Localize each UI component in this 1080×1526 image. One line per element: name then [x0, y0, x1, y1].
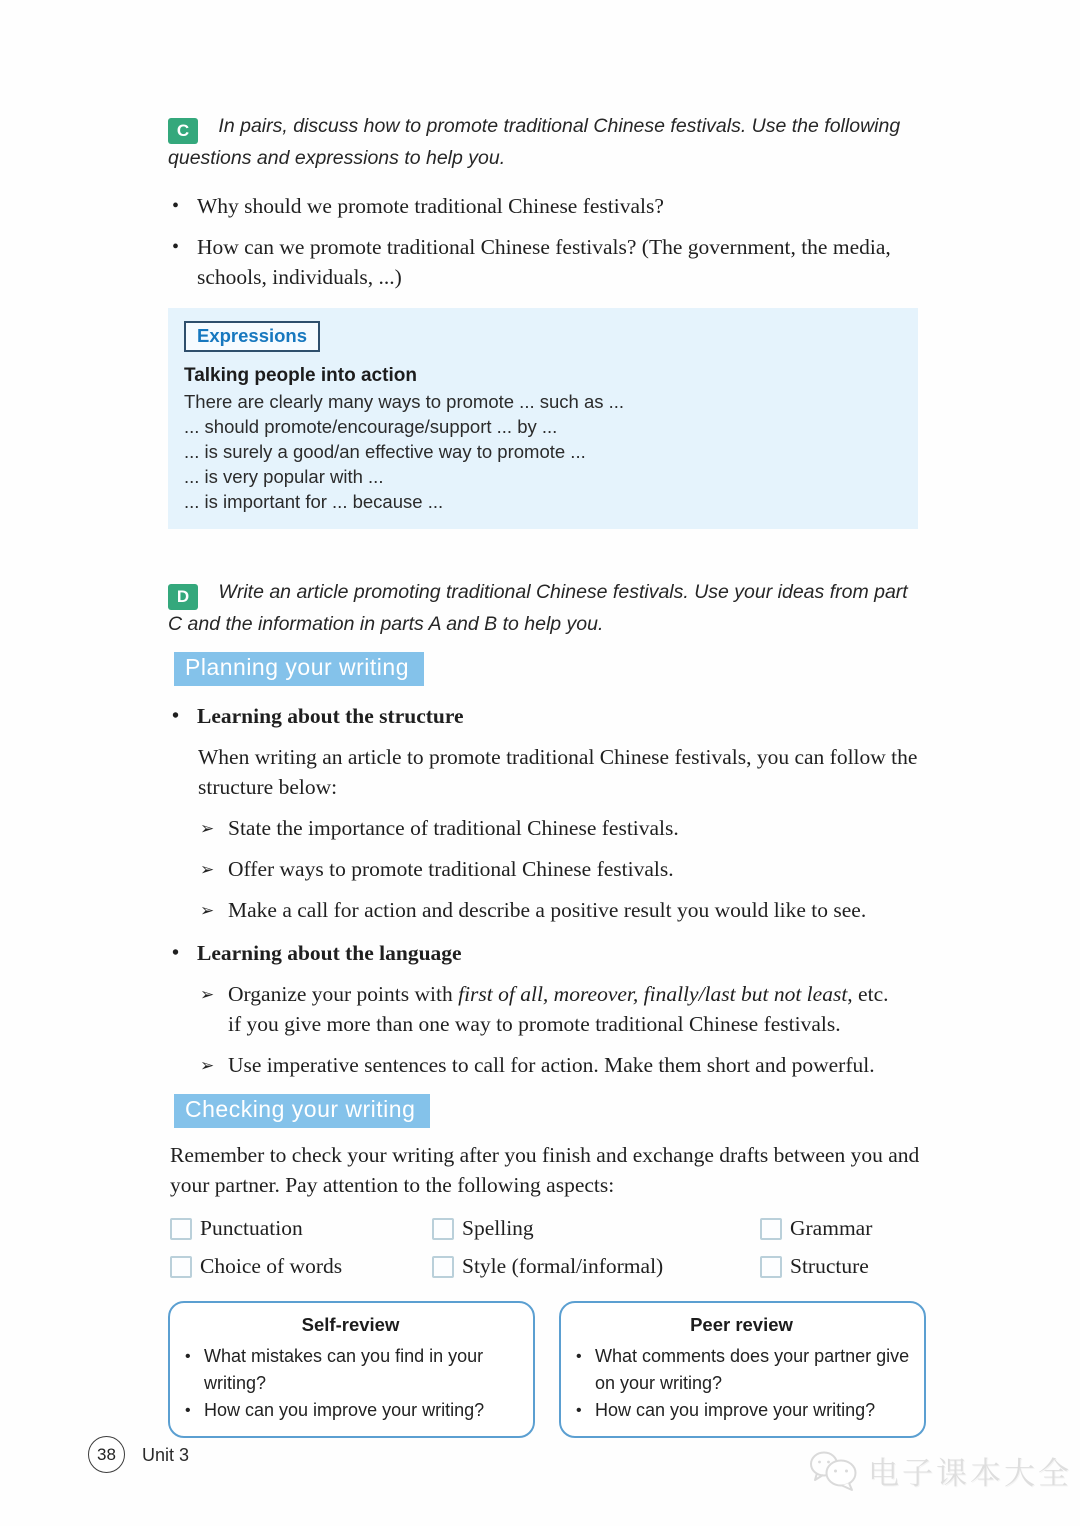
list-item	[168, 232, 926, 292]
arrow-icon: ➢	[200, 901, 215, 921]
checkbox[interactable]	[432, 1218, 454, 1240]
page-number: 38	[88, 1436, 125, 1473]
bullet-icon: •	[576, 1348, 582, 1365]
self-review-list	[182, 1343, 519, 1424]
expressions-heading: Talking people into action	[184, 365, 417, 386]
checkbox-label: Style (formal/informal)	[462, 1254, 664, 1278]
checklist-item-spelling	[432, 1216, 760, 1241]
bullet-icon: •	[172, 236, 180, 258]
watermark	[808, 1448, 1072, 1493]
checkbox[interactable]	[760, 1256, 782, 1278]
arrow-icon: ➢	[200, 1056, 215, 1076]
peer-review-title: Peer review	[690, 1314, 793, 1335]
structure-point-text: State the importance of traditional Chinese festivals.	[228, 816, 679, 840]
checklist-item-style	[432, 1254, 760, 1279]
self-review-box	[168, 1301, 535, 1438]
language-point	[200, 1050, 900, 1080]
section-c-badge: C	[168, 118, 198, 144]
checkbox[interactable]	[170, 1256, 192, 1278]
arrow-icon: ➢	[200, 860, 215, 880]
bullet-icon: •	[172, 942, 180, 964]
language-point-text: Use imperative sentences to call for action. Make them short and powerful.	[228, 1053, 875, 1077]
checkbox-label: Grammar	[790, 1216, 873, 1240]
checkbox[interactable]	[432, 1256, 454, 1278]
structure-intro: When writing an article to promote traditional Chinese festivals, you can follow the structure below:	[198, 745, 918, 799]
list-item	[573, 1343, 910, 1397]
structure-point-text: Make a call for action and describe a positive result you would like to see.	[228, 898, 867, 922]
checking-header-bar: Checking your writing	[174, 1094, 430, 1128]
checklist-grid	[170, 1216, 926, 1279]
question-text: How can we promote traditional Chinese festivals? (The government, the media, schools, individuals, ...)	[197, 235, 891, 289]
checklist-item-grammar	[760, 1216, 926, 1241]
checking-intro: Remember to check your writing after you finish and exchange drafts between you and your partner. Pay attention to the following aspects:	[170, 1143, 920, 1197]
section-d-instruction-block	[168, 578, 926, 639]
section-c-instruction: In pairs, discuss how to promote traditional Chinese festivals. Use the following questions and expressions to help you.	[168, 115, 901, 169]
expressions-box	[168, 308, 918, 529]
language-point-text: Organize your points with first of all, moreover, finally/last but not least, etc. if you give more than one way to promote traditional Chinese festivals.	[228, 982, 889, 1036]
unit-label: Unit 3	[142, 1445, 190, 1465]
peer-review-box	[559, 1301, 926, 1438]
bullet-icon: •	[576, 1402, 582, 1419]
bullet-icon: •	[185, 1348, 191, 1365]
language-point	[200, 979, 900, 1039]
expression-line: There are clearly many ways to promote ... such as ...	[184, 391, 625, 412]
review-question: What comments does your partner give on your writing?	[595, 1346, 910, 1393]
section-d-instruction: Write an article promoting traditional Chinese festivals. Use your ideas from part C and the information in parts A and B to help you.	[168, 581, 908, 635]
checkbox-label: Spelling	[462, 1216, 534, 1240]
structure-point	[200, 854, 900, 884]
section-d-badge: D	[168, 584, 198, 610]
list-item	[182, 1397, 519, 1424]
bullet-icon: •	[185, 1402, 191, 1419]
checkbox[interactable]	[170, 1218, 192, 1240]
checklist-item-choice-of-words	[170, 1254, 432, 1279]
checklist-item-punctuation	[170, 1216, 432, 1241]
peer-review-list	[573, 1343, 910, 1424]
list-item	[573, 1397, 910, 1424]
arrow-icon: ➢	[200, 819, 215, 839]
self-review-title: Self-review	[301, 1314, 400, 1335]
expressions-label: Expressions	[184, 321, 320, 352]
section-c-question-list	[168, 191, 926, 292]
review-question: How can you improve your writing?	[595, 1400, 876, 1420]
expression-line: ... should promote/encourage/support ... by ...	[184, 416, 558, 437]
review-question: What mistakes can you find in your writing?	[204, 1346, 484, 1393]
section-c-instruction-block	[168, 112, 926, 173]
expression-line: ... is very popular with ...	[184, 466, 384, 487]
review-boxes-row	[168, 1301, 926, 1438]
watermark-text: 电子课本大全	[868, 1456, 1072, 1491]
review-question: How can you improve your writing?	[204, 1400, 485, 1420]
expression-line: ... is surely a good/an effective way to promote ...	[184, 441, 586, 462]
structure-point-text: Offer ways to promote traditional Chinese festivals.	[228, 857, 674, 881]
chat-bubbles-icon	[808, 1449, 860, 1493]
checkbox-label: Choice of words	[200, 1254, 343, 1278]
list-item	[168, 191, 926, 221]
expression-line: ... is important for ... because ...	[184, 491, 444, 512]
checklist-item-structure	[760, 1254, 926, 1279]
structure-title: Learning about the structure	[197, 704, 464, 728]
structure-title-item	[168, 701, 926, 731]
structure-point	[200, 813, 900, 843]
checkbox-label: Structure	[790, 1254, 869, 1278]
page-content	[168, 112, 926, 1438]
list-item	[182, 1343, 519, 1397]
bullet-icon: •	[172, 705, 180, 727]
language-title: Learning about the language	[197, 941, 462, 965]
planning-header-bar: Planning your writing	[174, 652, 424, 686]
checkbox[interactable]	[760, 1218, 782, 1240]
arrow-icon: ➢	[200, 985, 215, 1005]
structure-point	[200, 895, 900, 925]
bullet-icon: •	[172, 195, 180, 217]
checkbox-label: Punctuation	[200, 1216, 303, 1240]
language-title-item	[168, 938, 926, 968]
question-text: Why should we promote traditional Chinese festivals?	[197, 194, 664, 218]
